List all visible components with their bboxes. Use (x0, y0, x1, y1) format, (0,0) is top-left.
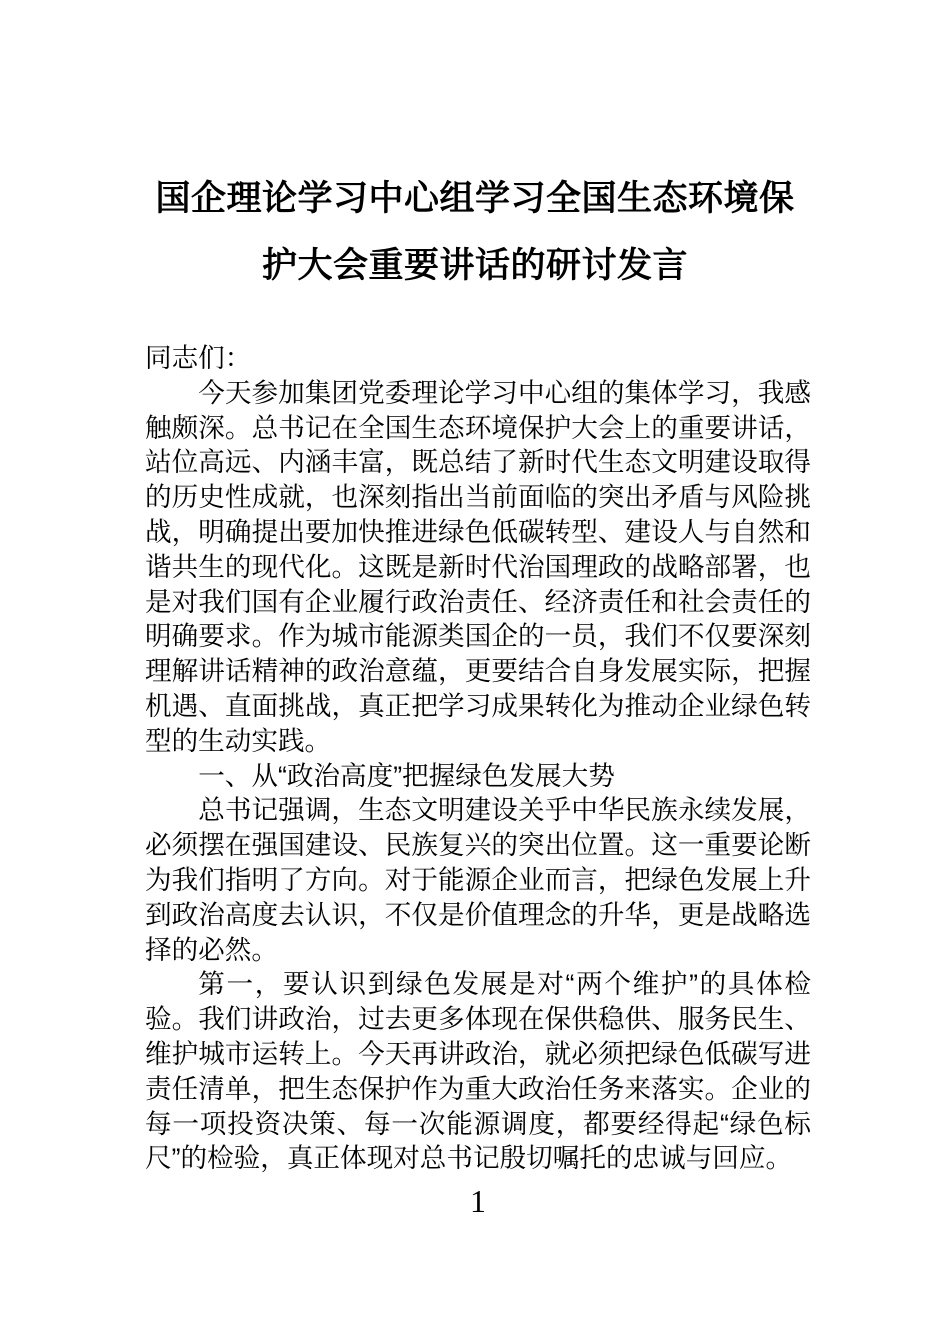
page-number: 1 (470, 1183, 486, 1219)
document-body (145, 341, 811, 1176)
document-title: 国企理论学习中心组学习全国生态环境保护大会重要讲话的研讨发言 (155, 179, 795, 285)
paragraph-section-1b: 第一，要认识到绿色发展是对“两个维护”的具体检验。我们讲政治，过去更多体现在保供稳供、服务民生、维护城市运转上。今天再讲政治，就必须把绿色低碳写进责任清单，把生态保护作为重大政治任务来落实。企业的每一项投资决策、每一次能源调度，都要经得起“绿色标尺”的检验，真正体现对总书记殷切嘱托的忠诚与回应。 (145, 969, 811, 1174)
paragraph-section-1a: 总书记强调，生态文明建设关乎中华民族永续发展，必须摆在强国建设、民族复兴的突出位置。这一重要论断为我们指明了方向。对于能源企业而言，把绿色发展上升到政治高度去认识，不仅是价值理念的升华，更是战略选择的必然。 (145, 795, 811, 965)
section-heading-1: 一、从“政治高度”把握绿色发展大势 (198, 760, 615, 791)
salutation: 同志们： (145, 343, 252, 373)
paragraph-intro: 今天参加集团党委理论学习中心组的集体学习，我感触颇深。总书记在全国生态环境保护大会上的重要讲话，站位高远、内涵丰富，既总结了新时代生态文明建设取得的历史性成就，也深刻指出当前面临的突出矛盾与风险挑战，明确提出要加快推进绿色低碳转型、建设人与自然和谐共生的现代化。这既是新时代治国理政的战略部署，也是对我们国有企业履行政治责任、经济责任和社会责任的明确要求。作为城市能源类国企的一员，我们不仅要深刻理解讲话精神的政治意蕴，更要结合自身发展实际，把握机遇、直面挑战，真正把学习成果转化为推动企业绿色转型的生动实践。 (145, 377, 811, 756)
